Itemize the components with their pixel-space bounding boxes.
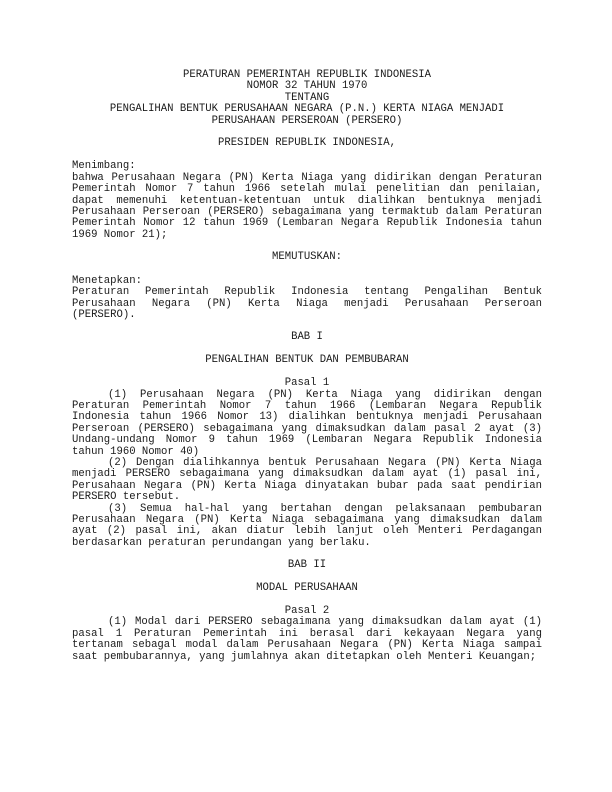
pasal1-title: Pasal 1 — [284, 377, 330, 390]
bab2-heading: MODAL PERUSAHAAN — [256, 581, 358, 594]
pasal2-paragraph: (1) Modal dari PERSERO sebagaimana yang dimaksudkan dalam ayat (1) pasal 1 Peraturan Pemerintah ini berasal dari kekayaan Negara yang tertanam sebagal modal dalam Perusahaan Negara (PN) Kerta Niaga sampai saat pembubarannya, yang jumlahnya akan ditetapkan oleh Menteri Keuangan; — [72, 616, 542, 663]
pasal1-paragraph: (2) Dengan dialihkannya bentuk Perusahaan Negara (PN) Kerta Niaga menjadi PERSERO sebagaimana yang dimaksudkan dalam ayat (1) pasal ini, Perusahaan Negara (PN) Kerta Niaga dinyatakan bubar pada saat pendirian PERSERO tersebut. — [72, 456, 542, 504]
president-heading: PRESIDEN REPUBLIK INDONESIA, — [217, 137, 396, 150]
pasal1-paragraph: (1) Perusahaan Negara (PN) Kerta Niaga yang didirikan dengan Peraturan Pemerintah Nomor 7 tahun 1966 (Lembaran Negara Republik Indonesia tahun 1966 Nomor 13) dialihkan bentuknya menjadi Perusahaan Perseroan (PERSERO) sebagaimana yang dimaksudkan dalam pasal 2 ayat (3) Undang-undang Nomor 9 tahun 1969 (Lembaran Negara Republik Indonesia tahun 1960 Nomor 40) — [72, 388, 542, 458]
document-header — [72, 70, 542, 127]
header-title: PERATURAN PEMERINTAH REPUBLIK INDONESIA — [183, 69, 431, 81]
header-tentang: TENTANG — [284, 91, 330, 104]
pasal2-title: Pasal 2 — [284, 605, 330, 618]
bab1-title: BAB I — [291, 331, 323, 344]
pasal1-paragraph: (3) Semua hal-hal yang bertahan dengan pelaksanaan pembubaran Perusahaan Negara (PN) Kerta Niaga sebagaimana yang dimaksudkan dalam ayat (2) pasal ini, akan diatur lebih lanjut oleh Menteri Perdagangan berdasarkan peraturan perundangan yang berlaku. — [72, 502, 542, 549]
header-number: NOMOR 32 TAHUN 1970 — [246, 80, 368, 93]
bab2-title: BAB II — [287, 559, 327, 572]
menetapkan-text: Peraturan Pemerintah Republik Indonesia tentang Pengalihan Bentuk Perusahaan Negara (PN) Kerta Niaga menjadi Perusahaan Perseroan (PERSERO). — [72, 286, 542, 321]
menimbang-text: bahwa Perusahaan Negara (PN) Kerta Niaga yang didirikan dengan Peraturan Pemerintah Nomor 7 tahun 1966 setelah mulai penelitian dan penilaian, dapat memenuhi ketentuan-ketentuan untuk dialihkan bentuknya menjadi Perusahaan Perseroan (PERSERO) sebagaimana yang termaktub dalam Peraturan Pemerintah Nomor 12 tahun 1969 (Lembaran Negara Republik Indonesia tahun 1969 Nomor 21); — [72, 171, 542, 241]
header-subject-line1: PENGALIHAN BENTUK PERUSAHAAN NEGARA (P.N.) KERTA NIAGA MENJADI — [109, 103, 505, 116]
bab1-heading: PENGALIHAN BENTUK DAN PEMBUBARAN — [205, 353, 409, 366]
menetapkan-label: Menetapkan: — [72, 274, 142, 287]
document-body — [72, 70, 542, 663]
header-subject-line2: PERUSAHAAN PERSEROAN (PERSERO) — [211, 114, 403, 127]
menimbang-label: Menimbang: — [72, 160, 136, 173]
memutuskan-heading: MEMUTUSKAN: — [272, 251, 342, 264]
